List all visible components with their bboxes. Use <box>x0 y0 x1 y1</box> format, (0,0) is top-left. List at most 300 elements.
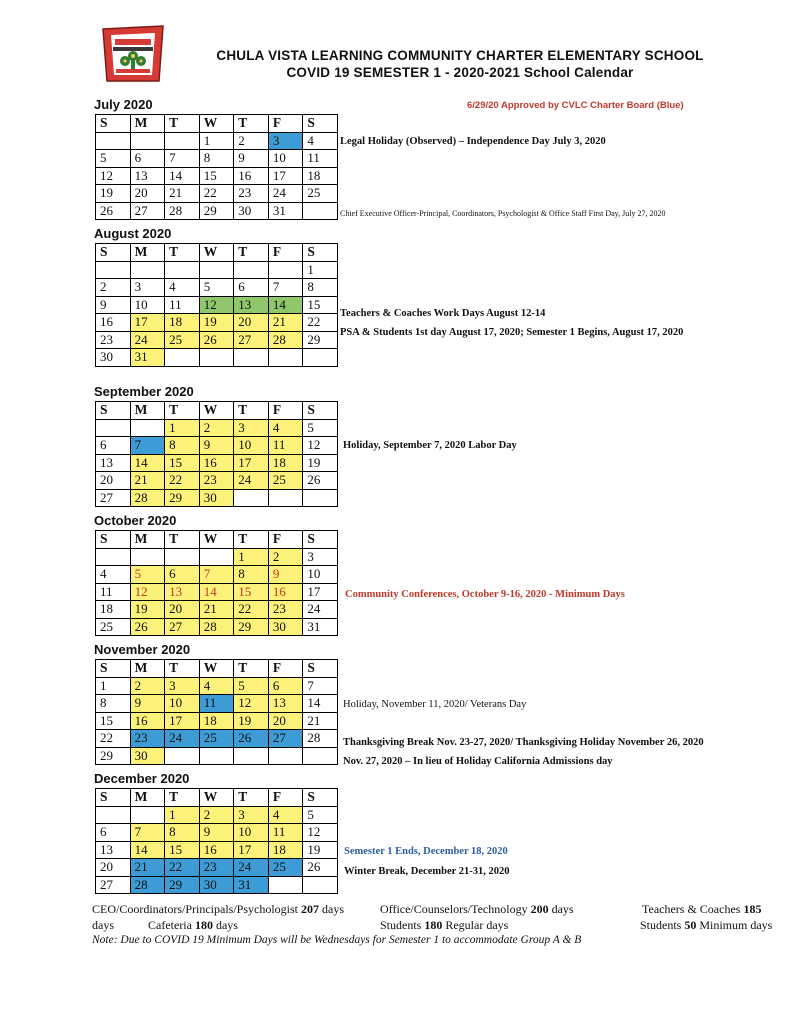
day-cell: 17 <box>268 167 303 185</box>
week-row <box>96 331 338 349</box>
note-admissions-day: Nov. 27, 2020 – In lieu of Holiday California Admissions day <box>343 756 613 767</box>
weekday-header-sun: S <box>96 660 131 678</box>
weekday-header-wed: W <box>199 789 234 807</box>
day-cell: 29 <box>234 618 269 636</box>
day-cell: 29 <box>199 202 234 220</box>
week-row <box>96 279 338 297</box>
day-cell: 28 <box>199 618 234 636</box>
day-cell: 17 <box>303 583 338 601</box>
week-row <box>96 202 338 220</box>
weekday-header-mon: M <box>130 789 165 807</box>
footer-teachers-days: Teachers & Coaches 185 <box>642 902 762 916</box>
day-cell: 23 <box>199 859 234 877</box>
week-row <box>96 730 338 748</box>
day-cell: 20 <box>130 185 165 203</box>
day-cell: 15 <box>165 454 200 472</box>
day-cell: 3 <box>234 419 269 437</box>
day-cell: 1 <box>303 261 338 279</box>
day-cell: 6 <box>234 279 269 297</box>
day-cell: 14 <box>130 841 165 859</box>
day-cell: 21 <box>165 185 200 203</box>
weekday-header-fri: F <box>268 789 303 807</box>
day-cell: 6 <box>268 677 303 695</box>
note-independence-day: Legal Holiday (Observed) – Independence Day July 3, 2020 <box>340 136 606 147</box>
day-cell: 9 <box>199 824 234 842</box>
month-label-august: August 2020 <box>94 226 172 241</box>
day-cell: 7 <box>268 279 303 297</box>
day-cell: 5 <box>234 677 269 695</box>
day-cell <box>96 548 131 566</box>
weekday-header-tue: T <box>165 244 200 262</box>
week-row <box>96 841 338 859</box>
day-cell: 10 <box>303 566 338 584</box>
day-cell: 11 <box>268 824 303 842</box>
day-cell <box>234 349 269 367</box>
day-cell: 24 <box>165 730 200 748</box>
day-cell: 13 <box>130 167 165 185</box>
day-cell: 9 <box>199 437 234 455</box>
day-cell: 8 <box>165 437 200 455</box>
day-cell: 28 <box>165 202 200 220</box>
weekday-header-wed: W <box>199 531 234 549</box>
day-cell: 7 <box>165 150 200 168</box>
week-row <box>96 437 338 455</box>
day-cell: 27 <box>130 202 165 220</box>
day-cell: 30 <box>199 876 234 894</box>
day-cell: 29 <box>165 876 200 894</box>
week-row <box>96 712 338 730</box>
day-cell: 24 <box>268 185 303 203</box>
day-cell <box>268 489 303 507</box>
day-cell: 15 <box>303 296 338 314</box>
day-cell: 27 <box>268 730 303 748</box>
note-community-conferences: Community Conferences, October 9-16, 2020 - Minimum Days <box>345 589 625 600</box>
day-cell: 12 <box>234 695 269 713</box>
day-cell <box>165 261 200 279</box>
day-cell: 7 <box>199 566 234 584</box>
day-cell: 20 <box>268 712 303 730</box>
note-winter-break: Winter Break, December 21-31, 2020 <box>344 866 510 877</box>
day-cell: 3 <box>303 548 338 566</box>
weekday-header-thu: T <box>234 660 269 678</box>
weekday-header-row <box>96 531 338 549</box>
day-cell: 27 <box>96 489 131 507</box>
day-cell: 8 <box>96 695 131 713</box>
week-row <box>96 824 338 842</box>
day-cell: 16 <box>130 712 165 730</box>
weekday-header-sat: S <box>303 660 338 678</box>
day-cell: 25 <box>303 185 338 203</box>
day-cell: 21 <box>130 859 165 877</box>
day-cell: 13 <box>96 841 131 859</box>
approval-note: 6/29/20 Approved by CVLC Charter Board (Blue) <box>467 100 684 111</box>
weekday-header-wed: W <box>199 660 234 678</box>
day-cell: 18 <box>96 601 131 619</box>
calendar-october <box>95 530 338 636</box>
day-cell: 27 <box>165 618 200 636</box>
weekday-header-row <box>96 402 338 420</box>
day-cell: 15 <box>96 712 131 730</box>
footer-office-days: Office/Counselors/Technology 200 days <box>380 902 574 916</box>
day-cell <box>268 261 303 279</box>
day-cell: 21 <box>268 314 303 332</box>
day-cell: 1 <box>165 806 200 824</box>
day-cell: 4 <box>199 677 234 695</box>
day-cell: 22 <box>234 601 269 619</box>
day-cell: 11 <box>303 150 338 168</box>
day-cell: 4 <box>268 419 303 437</box>
calendar-december <box>95 788 338 894</box>
week-row <box>96 806 338 824</box>
day-cell: 2 <box>130 677 165 695</box>
day-cell: 13 <box>234 296 269 314</box>
day-cell <box>199 261 234 279</box>
week-row <box>96 747 338 765</box>
day-cell: 3 <box>130 279 165 297</box>
day-cell: 10 <box>130 296 165 314</box>
day-cell: 19 <box>303 841 338 859</box>
calendar-august <box>95 243 338 367</box>
day-cell: 28 <box>130 489 165 507</box>
footer-students-minimum-days: Students 50 Minimum days <box>640 918 773 932</box>
day-cell: 23 <box>130 730 165 748</box>
day-cell: 28 <box>268 331 303 349</box>
day-cell <box>199 349 234 367</box>
calendar-november <box>95 659 338 765</box>
week-row <box>96 349 338 367</box>
day-cell: 18 <box>165 314 200 332</box>
day-cell: 26 <box>199 331 234 349</box>
day-cell: 10 <box>234 824 269 842</box>
weekday-header-fri: F <box>268 115 303 133</box>
day-cell: 25 <box>268 859 303 877</box>
weekday-header-thu: T <box>234 531 269 549</box>
weekday-header-row <box>96 244 338 262</box>
week-row <box>96 859 338 877</box>
footer-ceo-days: CEO/Coordinators/Principals/Psychologist 207 days <box>92 902 344 916</box>
day-cell <box>268 876 303 894</box>
day-cell: 12 <box>303 824 338 842</box>
day-cell: 24 <box>303 601 338 619</box>
day-cell: 12 <box>303 437 338 455</box>
month-label-december: December 2020 <box>94 771 190 786</box>
weekday-header-tue: T <box>165 789 200 807</box>
day-cell: 19 <box>96 185 131 203</box>
week-row <box>96 677 338 695</box>
day-cell: 8 <box>165 824 200 842</box>
weekday-header-wed: W <box>199 115 234 133</box>
note-thanksgiving: Thanksgiving Break Nov. 23-27, 2020/ Thanksgiving Holiday November 26, 2020 <box>343 737 704 748</box>
day-cell: 6 <box>130 150 165 168</box>
day-cell <box>199 747 234 765</box>
day-cell: 2 <box>96 279 131 297</box>
day-cell: 30 <box>96 349 131 367</box>
day-cell: 14 <box>199 583 234 601</box>
weekday-header-row <box>96 789 338 807</box>
note-teacher-work-days: Teachers & Coaches Work Days August 12-14 <box>340 308 546 319</box>
month-label-july: July 2020 <box>94 97 153 112</box>
day-cell: 27 <box>234 331 269 349</box>
day-cell: 16 <box>268 583 303 601</box>
day-cell: 23 <box>199 472 234 490</box>
weekday-header-mon: M <box>130 402 165 420</box>
day-cell: 13 <box>268 695 303 713</box>
day-cell: 20 <box>234 314 269 332</box>
day-cell <box>96 806 131 824</box>
day-cell: 2 <box>234 132 269 150</box>
day-cell: 24 <box>234 472 269 490</box>
day-cell: 23 <box>268 601 303 619</box>
day-cell: 30 <box>268 618 303 636</box>
day-cell: 31 <box>234 876 269 894</box>
day-cell <box>165 349 200 367</box>
weekday-header-sun: S <box>96 244 131 262</box>
week-row <box>96 314 338 332</box>
day-cell: 1 <box>165 419 200 437</box>
weekday-header-thu: T <box>234 115 269 133</box>
day-cell: 1 <box>96 677 131 695</box>
week-row <box>96 472 338 490</box>
school-logo <box>99 23 167 83</box>
day-cell: 9 <box>130 695 165 713</box>
weekday-header-tue: T <box>165 531 200 549</box>
day-cell: 6 <box>165 566 200 584</box>
day-cell: 6 <box>96 824 131 842</box>
day-cell: 19 <box>234 712 269 730</box>
note-veterans-day: Holiday, November 11, 2020/ Veterans Day <box>343 699 527 710</box>
day-cell <box>96 261 131 279</box>
day-cell: 17 <box>234 841 269 859</box>
day-cell: 12 <box>130 583 165 601</box>
weekday-header-thu: T <box>234 244 269 262</box>
day-cell: 31 <box>303 618 338 636</box>
day-cell: 5 <box>199 279 234 297</box>
calendar-title: COVID 19 SEMESTER 1 - 2020-2021 School Calendar <box>286 65 634 80</box>
weekday-header-wed: W <box>199 402 234 420</box>
day-cell: 17 <box>130 314 165 332</box>
day-cell: 9 <box>96 296 131 314</box>
weekday-header-sun: S <box>96 402 131 420</box>
day-cell: 3 <box>234 806 269 824</box>
note-semester-end: Semester 1 Ends, December 18, 2020 <box>344 846 508 857</box>
day-cell: 14 <box>268 296 303 314</box>
weekday-header-mon: M <box>130 115 165 133</box>
day-cell <box>130 132 165 150</box>
day-cell: 31 <box>130 349 165 367</box>
day-cell: 19 <box>199 314 234 332</box>
week-row <box>96 296 338 314</box>
day-cell <box>234 261 269 279</box>
day-cell: 9 <box>268 566 303 584</box>
day-cell: 16 <box>199 454 234 472</box>
week-row <box>96 150 338 168</box>
day-cell: 21 <box>130 472 165 490</box>
weekday-header-sat: S <box>303 402 338 420</box>
day-cell: 22 <box>303 314 338 332</box>
day-cell <box>199 548 234 566</box>
day-cell: 15 <box>165 841 200 859</box>
day-cell: 26 <box>130 618 165 636</box>
day-cell: 24 <box>130 331 165 349</box>
day-cell: 5 <box>130 566 165 584</box>
day-cell: 27 <box>96 876 131 894</box>
day-cell: 4 <box>303 132 338 150</box>
day-cell <box>268 747 303 765</box>
day-cell: 5 <box>303 806 338 824</box>
day-cell: 25 <box>96 618 131 636</box>
weekday-header-fri: F <box>268 244 303 262</box>
day-cell: 9 <box>234 150 269 168</box>
week-row <box>96 419 338 437</box>
day-cell: 15 <box>234 583 269 601</box>
weekday-header-wed: W <box>199 244 234 262</box>
footer-covid-note: Note: Due to COVID 19 Minimum Days will be Wednesdays for Semester 1 to accommodate Group A & B <box>92 934 582 946</box>
weekday-header-thu: T <box>234 789 269 807</box>
day-cell: 20 <box>96 859 131 877</box>
day-cell: 7 <box>130 437 165 455</box>
day-cell: 30 <box>234 202 269 220</box>
weekday-header-sun: S <box>96 789 131 807</box>
week-row <box>96 454 338 472</box>
weekday-header-mon: M <box>130 660 165 678</box>
day-cell: 23 <box>234 185 269 203</box>
footer-students-regular-days: Students 180 Regular days <box>380 918 509 932</box>
month-label-october: October 2020 <box>94 513 177 528</box>
day-cell: 13 <box>165 583 200 601</box>
day-cell: 14 <box>130 454 165 472</box>
weekday-header-sat: S <box>303 115 338 133</box>
day-cell: 29 <box>96 747 131 765</box>
day-cell: 20 <box>96 472 131 490</box>
weekday-header-thu: T <box>234 402 269 420</box>
day-cell <box>130 548 165 566</box>
day-cell: 26 <box>303 859 338 877</box>
day-cell: 11 <box>199 695 234 713</box>
weekday-header-row <box>96 115 338 133</box>
day-cell: 28 <box>303 730 338 748</box>
day-cell: 4 <box>268 806 303 824</box>
note-students-first-day: PSA & Students 1st day August 17, 2020; Semester 1 Begins, August 17, 2020 <box>340 327 684 338</box>
week-row <box>96 601 338 619</box>
day-cell: 7 <box>303 677 338 695</box>
week-row <box>96 261 338 279</box>
day-cell: 5 <box>303 419 338 437</box>
day-cell: 2 <box>199 806 234 824</box>
weekday-header-tue: T <box>165 115 200 133</box>
day-cell: 29 <box>165 489 200 507</box>
day-cell: 14 <box>165 167 200 185</box>
day-cell: 25 <box>165 331 200 349</box>
day-cell: 16 <box>199 841 234 859</box>
day-cell: 4 <box>165 279 200 297</box>
day-cell: 2 <box>268 548 303 566</box>
week-row <box>96 167 338 185</box>
weekday-header-fri: F <box>268 660 303 678</box>
week-row <box>96 132 338 150</box>
day-cell <box>165 132 200 150</box>
day-cell: 31 <box>268 202 303 220</box>
day-cell: 22 <box>96 730 131 748</box>
month-label-november: November 2020 <box>94 642 191 657</box>
footer-cafeteria-days: Cafeteria 180 days <box>148 918 238 932</box>
day-cell: 22 <box>165 472 200 490</box>
day-cell: 26 <box>303 472 338 490</box>
day-cell: 16 <box>96 314 131 332</box>
day-cell <box>165 747 200 765</box>
week-row <box>96 583 338 601</box>
weekday-header-sun: S <box>96 115 131 133</box>
day-cell: 25 <box>268 472 303 490</box>
week-row <box>96 618 338 636</box>
day-cell: 13 <box>96 454 131 472</box>
day-cell: 15 <box>199 167 234 185</box>
day-cell: 17 <box>165 712 200 730</box>
note-labor-day: Holiday, September 7, 2020 Labor Day <box>343 440 517 451</box>
week-row <box>96 185 338 203</box>
weekday-header-tue: T <box>165 660 200 678</box>
weekday-header-mon: M <box>130 531 165 549</box>
day-cell: 8 <box>303 279 338 297</box>
day-cell: 8 <box>234 566 269 584</box>
weekday-header-sat: S <box>303 789 338 807</box>
day-cell: 16 <box>234 167 269 185</box>
day-cell: 10 <box>234 437 269 455</box>
day-cell: 12 <box>199 296 234 314</box>
day-cell <box>268 349 303 367</box>
day-cell: 12 <box>96 167 131 185</box>
day-cell: 26 <box>96 202 131 220</box>
day-cell: 20 <box>165 601 200 619</box>
day-cell: 18 <box>268 841 303 859</box>
weekday-header-sun: S <box>96 531 131 549</box>
weekday-header-tue: T <box>165 402 200 420</box>
day-cell: 21 <box>303 712 338 730</box>
day-cell: 30 <box>199 489 234 507</box>
day-cell: 18 <box>303 167 338 185</box>
weekday-header-sat: S <box>303 531 338 549</box>
weekday-header-fri: F <box>268 402 303 420</box>
day-cell <box>130 806 165 824</box>
day-cell: 8 <box>199 150 234 168</box>
day-cell: 1 <box>234 548 269 566</box>
day-cell: 2 <box>199 419 234 437</box>
day-cell <box>303 349 338 367</box>
school-name: CHULA VISTA LEARNING COMMUNITY CHARTER ELEMENTARY SCHOOL <box>216 48 704 63</box>
day-cell <box>96 419 131 437</box>
day-cell <box>165 548 200 566</box>
day-cell <box>130 261 165 279</box>
day-cell: 4 <box>96 566 131 584</box>
day-cell <box>303 747 338 765</box>
day-cell: 1 <box>199 132 234 150</box>
day-cell: 3 <box>165 677 200 695</box>
footer-teachers-unit: days <box>92 918 114 932</box>
day-cell <box>303 489 338 507</box>
day-cell: 25 <box>199 730 234 748</box>
week-row <box>96 566 338 584</box>
day-cell: 19 <box>303 454 338 472</box>
day-cell <box>234 747 269 765</box>
day-cell: 14 <box>303 695 338 713</box>
day-cell: 3 <box>268 132 303 150</box>
day-cell: 30 <box>130 747 165 765</box>
day-cell <box>96 132 131 150</box>
week-row <box>96 548 338 566</box>
weekday-header-fri: F <box>268 531 303 549</box>
day-cell: 11 <box>268 437 303 455</box>
day-cell: 29 <box>303 331 338 349</box>
day-cell <box>130 419 165 437</box>
